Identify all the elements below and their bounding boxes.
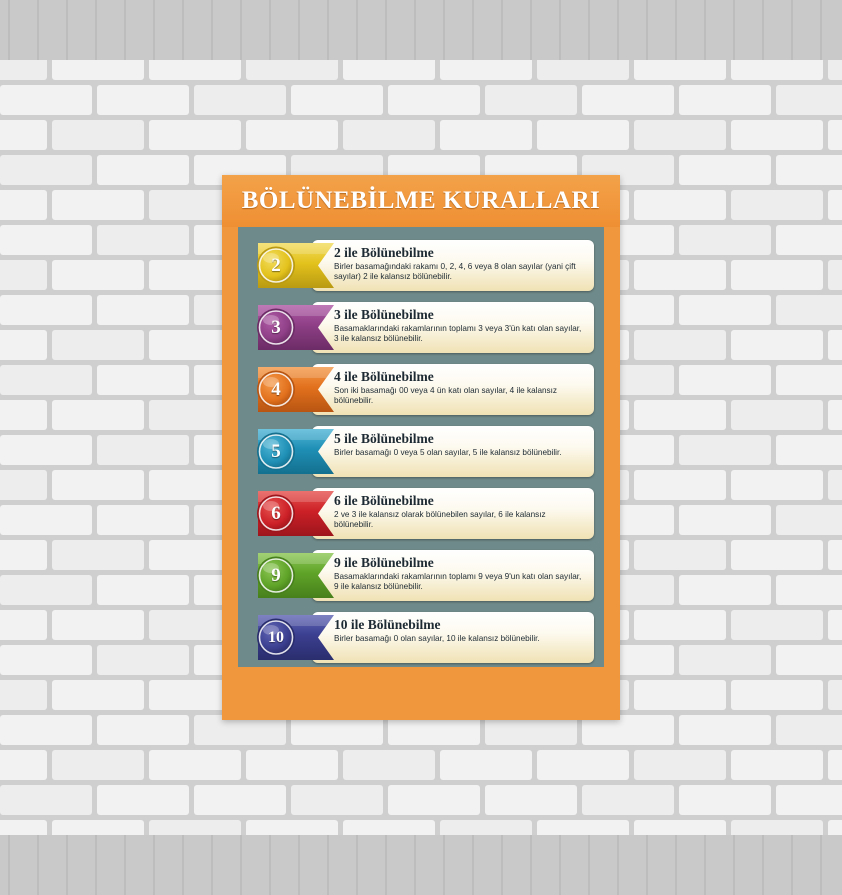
brick <box>52 260 144 290</box>
brick <box>634 260 726 290</box>
brick <box>52 190 144 220</box>
brick <box>828 190 842 220</box>
wall-band-tick <box>356 835 358 895</box>
rule-row <box>248 485 594 542</box>
wall-band-tick <box>617 835 619 895</box>
wall-band-tick <box>385 835 387 895</box>
brick <box>0 470 47 500</box>
brick <box>537 60 629 80</box>
rule-number-badge: 10 <box>268 628 284 646</box>
brick <box>0 680 47 710</box>
rule-row <box>248 299 594 356</box>
brick <box>634 330 726 360</box>
wall-band-tick <box>646 835 648 895</box>
brick <box>97 575 189 605</box>
brick <box>776 435 842 465</box>
wall-band-tick <box>675 835 677 895</box>
brick <box>828 470 842 500</box>
wall-band-tick <box>646 0 648 60</box>
brick <box>537 820 629 835</box>
wall-band-tick <box>66 0 68 60</box>
page-title: BÖLÜNEBİLME KURALLARI <box>241 187 601 214</box>
rule-row <box>248 609 594 666</box>
brick <box>731 470 823 500</box>
brick <box>343 60 435 80</box>
poster <box>222 175 620 720</box>
brick <box>149 820 241 835</box>
brick <box>582 85 674 115</box>
brick <box>679 155 771 185</box>
brick <box>679 785 771 815</box>
rule-ribbon <box>248 237 344 294</box>
brick <box>0 295 92 325</box>
brick-row <box>0 85 842 115</box>
brick <box>97 715 189 745</box>
wall-band-tick <box>240 835 242 895</box>
brick <box>828 400 842 430</box>
brick <box>52 680 144 710</box>
brick-row <box>0 60 842 80</box>
brick <box>731 400 823 430</box>
wall-band-tick <box>675 0 677 60</box>
wall-band-tick <box>240 0 242 60</box>
brick <box>679 505 771 535</box>
wall-band-tick <box>95 0 97 60</box>
brick <box>0 820 47 835</box>
rule-ribbon <box>248 609 344 666</box>
brick <box>97 225 189 255</box>
brick <box>0 60 47 80</box>
rule-description: Son iki basamağı 00 veya 4 ün katı olan sayılar, 4 ile kalansız bölünebilir. <box>334 386 558 405</box>
wall-band-tick <box>733 835 735 895</box>
wall-band-tick <box>472 0 474 60</box>
wall-band-tick <box>443 835 445 895</box>
brick <box>776 225 842 255</box>
brick <box>343 820 435 835</box>
rule-card <box>312 240 594 291</box>
wall-band-tick <box>472 835 474 895</box>
rule-card <box>312 612 594 663</box>
brick <box>440 60 532 80</box>
brick <box>0 365 92 395</box>
wall-band-tick <box>501 835 503 895</box>
rule-heading: 3 ile Bölünebilme <box>334 307 434 322</box>
brick <box>731 680 823 710</box>
brick <box>343 750 435 780</box>
wall-band-tick <box>124 835 126 895</box>
wall-band-tick <box>211 0 213 60</box>
wall-band-tick <box>95 835 97 895</box>
brick <box>679 85 771 115</box>
brick <box>194 785 286 815</box>
brick <box>0 750 47 780</box>
rule-row <box>248 237 594 294</box>
brick <box>731 190 823 220</box>
brick <box>828 610 842 640</box>
brick <box>679 645 771 675</box>
rule-heading: 5 ile Bölünebilme <box>334 431 434 446</box>
rule-card <box>312 550 594 601</box>
brick <box>52 820 144 835</box>
rule-number-badge: 2 <box>271 254 281 276</box>
brick <box>0 120 47 150</box>
wall-band-tick <box>414 835 416 895</box>
brick <box>776 365 842 395</box>
brick <box>0 575 92 605</box>
rule-card <box>312 426 594 477</box>
brick <box>0 400 47 430</box>
brick <box>52 400 144 430</box>
brick <box>194 85 286 115</box>
brick <box>291 85 383 115</box>
rule-heading: 4 ile Bölünebilme <box>334 369 434 384</box>
brick <box>828 120 842 150</box>
brick <box>731 610 823 640</box>
brick <box>731 330 823 360</box>
brick <box>246 820 338 835</box>
wall-band-tick <box>414 0 416 60</box>
brick <box>776 715 842 745</box>
brick <box>343 120 435 150</box>
wall-band-tick <box>327 835 329 895</box>
brick <box>0 610 47 640</box>
rule-ribbon <box>248 361 344 418</box>
rule-card <box>312 302 594 353</box>
brick <box>388 785 480 815</box>
brick <box>97 155 189 185</box>
brick <box>634 120 726 150</box>
rule-card <box>312 488 594 539</box>
brick <box>828 60 842 80</box>
brick <box>634 750 726 780</box>
wall-band-tick <box>298 835 300 895</box>
wall-band-tick <box>762 0 764 60</box>
rule-ribbon <box>248 485 344 542</box>
wall-band-tick <box>704 0 706 60</box>
rule-number-badge: 9 <box>271 564 281 586</box>
brick <box>97 505 189 535</box>
brick <box>149 120 241 150</box>
brick <box>776 85 842 115</box>
brick <box>634 400 726 430</box>
brick <box>149 60 241 80</box>
wall-bottom-band <box>0 835 842 895</box>
rule-description: 2 ve 3 ile kalansız olarak bölünebilen sayılar, 6 ile kalansız bölünebilir. <box>334 510 546 529</box>
wall-band-tick <box>588 835 590 895</box>
wall-band-tick <box>559 835 561 895</box>
rule-heading: 10 ile Bölünebilme <box>334 617 441 632</box>
brick <box>52 750 144 780</box>
brick <box>634 190 726 220</box>
brick <box>582 785 674 815</box>
brick <box>634 540 726 570</box>
brick <box>97 295 189 325</box>
rule-number-badge: 5 <box>271 440 281 462</box>
brick <box>0 505 92 535</box>
rule-description: Basamaklarındaki rakamlarının toplamı 3 veya 3'ün katı olan sayılar, 3 ile kalansız bölünebilir. <box>334 324 582 343</box>
brick <box>679 225 771 255</box>
wall-band-tick <box>327 0 329 60</box>
rule-card <box>312 364 594 415</box>
brick <box>0 260 47 290</box>
brick <box>731 820 823 835</box>
brick <box>0 645 92 675</box>
wall-band-tick <box>530 0 532 60</box>
brick <box>97 645 189 675</box>
brick <box>97 365 189 395</box>
rule-ribbon <box>248 299 344 356</box>
brick <box>52 330 144 360</box>
rule-heading: 2 ile Bölünebilme <box>334 245 434 260</box>
brick <box>246 60 338 80</box>
brick-row <box>0 785 842 815</box>
brick <box>52 470 144 500</box>
brick <box>0 85 92 115</box>
wall-band-tick <box>385 0 387 60</box>
brick <box>731 540 823 570</box>
brick <box>776 575 842 605</box>
rule-heading: 6 ile Bölünebilme <box>334 493 434 508</box>
rule-row <box>248 547 594 604</box>
wall-band-tick <box>617 0 619 60</box>
brick <box>679 715 771 745</box>
brick <box>731 260 823 290</box>
brick <box>0 330 47 360</box>
brick <box>537 750 629 780</box>
brick <box>0 785 92 815</box>
brick-row <box>0 120 842 150</box>
brick <box>440 120 532 150</box>
wall-band-tick <box>530 835 532 895</box>
brick <box>731 750 823 780</box>
wall-band-tick <box>37 835 39 895</box>
brick <box>828 820 842 835</box>
brick-row <box>0 750 842 780</box>
wall-band-tick <box>153 835 155 895</box>
wall-band-tick <box>8 835 10 895</box>
wall-band-tick <box>791 0 793 60</box>
wall-band-tick <box>588 0 590 60</box>
wall-band-tick <box>762 835 764 895</box>
brick <box>731 60 823 80</box>
poster-title-bar <box>222 175 620 227</box>
brick <box>52 120 144 150</box>
rule-number-badge: 3 <box>271 316 281 338</box>
brick <box>679 435 771 465</box>
brick <box>97 785 189 815</box>
brick <box>291 785 383 815</box>
brick <box>634 470 726 500</box>
wall-band-tick <box>211 835 213 895</box>
brick <box>52 540 144 570</box>
brick <box>679 365 771 395</box>
wall-band-tick <box>443 0 445 60</box>
rule-row <box>248 423 594 480</box>
rule-row <box>248 361 594 418</box>
wall-top-band <box>0 0 842 60</box>
brick <box>634 610 726 640</box>
wall-band-tick <box>733 0 735 60</box>
rule-number-badge: 6 <box>271 502 281 524</box>
brick <box>0 190 47 220</box>
rule-number-badge: 4 <box>271 378 281 400</box>
brick <box>485 85 577 115</box>
wall-band-tick <box>298 0 300 60</box>
wall-band-tick <box>37 0 39 60</box>
brick <box>828 260 842 290</box>
brick <box>634 680 726 710</box>
wall-band-tick <box>791 835 793 895</box>
rule-heading: 9 ile Bölünebilme <box>334 555 434 570</box>
rule-description: Birler basamağı 0 veya 5 olan sayılar, 5 ile kalansız bölünebilir. <box>334 448 562 457</box>
brick-row <box>0 820 842 835</box>
brick <box>537 120 629 150</box>
brick <box>679 575 771 605</box>
brick <box>776 505 842 535</box>
brick <box>485 785 577 815</box>
rule-description: Birler basamağındaki rakamı 0, 2, 4, 6 veya 8 olan sayılar (yani çift sayılar) 2 ile kalansız bölünebilir. <box>334 262 576 281</box>
wall-band-tick <box>124 0 126 60</box>
wall-band-tick <box>182 835 184 895</box>
brick <box>52 610 144 640</box>
rule-description: Basamaklarındaki rakamlarının toplamı 9 veya 9'un katı olan sayılar, 9 ile kalansız bölünebilir. <box>334 572 582 591</box>
wall-band-tick <box>356 0 358 60</box>
brick <box>0 715 92 745</box>
brick <box>828 330 842 360</box>
rule-description: Birler basamağı 0 olan sayılar, 10 ile kalansız bölünebilir. <box>334 634 540 643</box>
wall-band-tick <box>269 835 271 895</box>
brick <box>97 85 189 115</box>
wall-band-tick <box>66 835 68 895</box>
brick <box>0 540 47 570</box>
brick <box>679 295 771 325</box>
brick <box>0 435 92 465</box>
rule-ribbon <box>248 423 344 480</box>
brick <box>634 60 726 80</box>
brick <box>828 680 842 710</box>
brick <box>440 750 532 780</box>
wall-band-tick <box>182 0 184 60</box>
brick <box>246 120 338 150</box>
brick <box>97 435 189 465</box>
brick <box>776 155 842 185</box>
brick <box>149 750 241 780</box>
wall-band-tick <box>559 0 561 60</box>
brick <box>634 820 726 835</box>
brick <box>0 155 92 185</box>
wall-band-tick <box>501 0 503 60</box>
wall-band-tick <box>8 0 10 60</box>
brick <box>388 85 480 115</box>
brick <box>828 540 842 570</box>
brick <box>0 225 92 255</box>
wall-band-tick <box>820 0 822 60</box>
brick <box>440 820 532 835</box>
brick <box>776 785 842 815</box>
brick <box>776 645 842 675</box>
brick <box>52 60 144 80</box>
wall-band-tick <box>269 0 271 60</box>
wall-band-tick <box>704 835 706 895</box>
brick <box>776 295 842 325</box>
brick <box>246 750 338 780</box>
wall-band-tick <box>153 0 155 60</box>
rule-ribbon <box>248 547 344 604</box>
brick <box>828 750 842 780</box>
wall-band-tick <box>820 835 822 895</box>
rules-list <box>238 227 604 667</box>
brick <box>731 120 823 150</box>
